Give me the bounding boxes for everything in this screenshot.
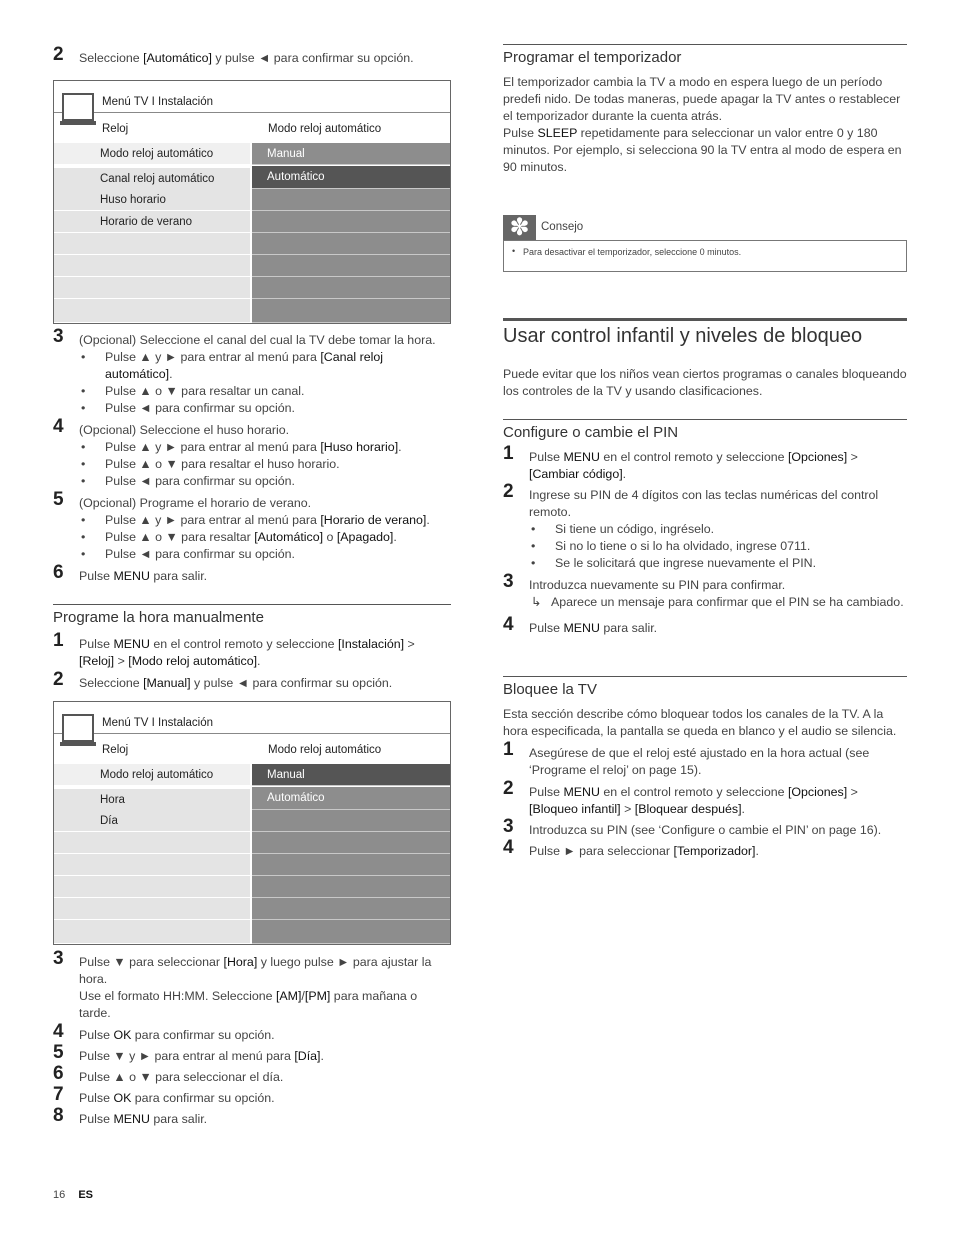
- option-key: [Cambiar código]: [529, 467, 623, 481]
- key-name: MENU: [113, 637, 150, 651]
- step-text: >: [620, 802, 635, 816]
- step-text: Pulse ► para seleccionar: [529, 844, 674, 858]
- language-code: ES: [78, 1189, 93, 1201]
- menu-item: Huso horario: [54, 189, 250, 211]
- step-text: (Opcional) Seleccione el huso horario.: [79, 423, 290, 437]
- step-text: Pulse: [79, 1112, 114, 1126]
- step-4: [503, 614, 907, 637]
- menu-column-1: Reloj: [102, 123, 129, 135]
- step-text: (Opcional) Programe el horario de verano.: [79, 496, 312, 510]
- step-text: .: [320, 1049, 324, 1063]
- step-number: 3: [53, 948, 64, 969]
- menu-title: Menú TV I Instalación: [102, 717, 214, 729]
- option-key: [AM]: [275, 989, 302, 1003]
- menu-header: [54, 81, 450, 113]
- menu-option: Automático: [252, 787, 450, 810]
- step-text: .: [741, 802, 745, 816]
- step-text: .: [622, 467, 627, 481]
- step-text: para confirmar su opción.: [131, 1028, 275, 1042]
- option-key: [Reloj]: [79, 654, 115, 668]
- menu-option-empty: [252, 233, 450, 255]
- step-text: /: [301, 989, 305, 1003]
- menu-option-empty: [252, 920, 450, 944]
- key-name: OK: [113, 1028, 132, 1042]
- step-number: 8: [53, 1105, 64, 1126]
- step-text: (Opcional) Seleccione el canal del cual la TV debe tomar la hora.: [79, 333, 436, 347]
- section-parental-lock: [503, 318, 907, 400]
- menu-item-empty: [54, 277, 250, 299]
- step-number: 7: [53, 1084, 64, 1105]
- menu-item-empty: [54, 299, 250, 323]
- step-2: [503, 778, 907, 818]
- step-4: [503, 837, 907, 860]
- step-text: >: [847, 785, 858, 799]
- step-number: 1: [53, 630, 64, 651]
- section-heading: Configure o cambie el PIN: [503, 419, 907, 441]
- step-number: 6: [53, 1063, 64, 1084]
- menu-item-empty: [54, 832, 250, 854]
- step-7: [53, 1084, 451, 1107]
- step-text: para salir.: [149, 569, 208, 583]
- step-4: [53, 416, 451, 439]
- paragraph: Puede evitar que los niños vean ciertos programas o canales bloqueando los controles de la TV y usando clasificaciones.: [503, 367, 907, 398]
- option-key: [Bloqueo infantil]: [529, 802, 621, 816]
- step-text: Pulse: [79, 1091, 114, 1105]
- step-number: 3: [503, 816, 514, 837]
- key-name: MENU: [563, 785, 600, 799]
- tip-label: Consejo: [541, 221, 584, 233]
- step-text: Ingrese su PIN de 4 dígitos con las teclas numéricas del control remoto.: [529, 488, 879, 519]
- paragraph: Esta sección describe cómo bloquear todos los canales de la TV. A la hora especificada, la pantalla se queda en blanco y el audio se silencia.: [503, 707, 897, 738]
- step-text: >: [404, 637, 415, 651]
- menu-option-empty: [252, 832, 450, 854]
- menu-column-2: Modo reloj automático: [268, 744, 382, 756]
- step-text: Pulse: [529, 450, 564, 464]
- step-number: 2: [503, 778, 514, 799]
- step-number: 3: [53, 326, 64, 347]
- menu-option-empty: [252, 299, 450, 323]
- step-number: 5: [53, 1042, 64, 1063]
- asterisk-icon: ✽: [503, 215, 536, 240]
- menu-item-empty: [54, 898, 250, 920]
- tv-menu-screenshot-2: [53, 701, 451, 945]
- menu-option-empty: [252, 810, 450, 832]
- bullet: • Pulse ◄ para confirmar su opción.: [53, 546, 451, 563]
- bullet: [53, 439, 451, 456]
- bullet: • Si no lo tiene o si lo ha olvidado, ingrese 0711.: [503, 538, 907, 555]
- paragraph-text: Pulse: [503, 126, 538, 140]
- menu-item-empty: [54, 876, 250, 898]
- menu-option-empty: [252, 277, 450, 299]
- step-number: 2: [503, 481, 514, 502]
- footer: [53, 1189, 93, 1201]
- key-name: SLEEP: [537, 126, 578, 140]
- paragraph: [503, 125, 907, 176]
- section-heading: Bloquee la TV: [503, 676, 907, 698]
- section-heading: Programar el temporizador: [503, 44, 907, 66]
- key-name: OK: [113, 1091, 132, 1105]
- menu-option-selected: Automático: [252, 166, 450, 189]
- section-timer: [503, 44, 907, 176]
- menu-column-2: Modo reloj automático: [268, 123, 382, 135]
- menu-column-1: Reloj: [102, 744, 129, 756]
- step-number: 6: [53, 562, 64, 583]
- option-key: [Opciones]: [787, 785, 848, 799]
- key-name: MENU: [563, 621, 600, 635]
- step-5: [53, 1042, 451, 1065]
- key-name: MENU: [563, 450, 600, 464]
- tv-icon: [62, 93, 94, 121]
- step-3: [503, 816, 907, 839]
- step-4: [53, 1021, 451, 1044]
- bullet: • Pulse ◄ para confirmar su opción.: [53, 473, 451, 490]
- option-key: [Modo reloj automático]: [128, 654, 258, 668]
- tip-text: Para desactivar el temporizador, seleccione 0 minutos.: [523, 247, 742, 257]
- bullet: • Si tiene un código, ingréselo.: [503, 521, 907, 538]
- step-text: en el control remoto y seleccione: [599, 785, 788, 799]
- paragraph-text: repetidamente para seleccionar un valor entre 0 y 180 minutos. Por ejemplo, si selecciona 90 la TV entra al modo de espera en 90 minutos.: [503, 126, 902, 174]
- step-2: [503, 481, 907, 521]
- step-text: Seleccione: [79, 676, 144, 690]
- bullet-text: o: [323, 530, 337, 544]
- option-key: [Hora]: [223, 955, 258, 969]
- bullet: [53, 529, 451, 546]
- option-key: [Día]: [294, 1049, 321, 1063]
- step-1: [503, 443, 907, 483]
- step-text: Seleccione: [79, 51, 144, 65]
- step-text: en el control remoto y seleccione: [599, 450, 788, 464]
- bullet: • Pulse ◄ para confirmar su opción.: [53, 400, 451, 417]
- step-text: Asegúrese de que el reloj esté ajustado en la hora actual (see ‘Programe el reloj’ on page 15).: [529, 746, 870, 777]
- step-number: 2: [53, 44, 64, 65]
- tip-bullet: •: [512, 246, 516, 256]
- step-number: 4: [503, 614, 514, 635]
- step-text: Pulse: [529, 621, 564, 635]
- bullet-text: Pulse ▲ y ► para entrar al menú para: [105, 350, 321, 364]
- menu-item: Hora: [54, 789, 250, 811]
- option-key: [Canal reloj automático]: [105, 350, 383, 381]
- bullet-text: Pulse ▲ y ► para entrar al menú para: [105, 513, 321, 527]
- tip-box: [503, 215, 907, 273]
- section-title: Usar control infantil y niveles de bloqueo: [503, 318, 907, 348]
- page-number: 16: [53, 1189, 66, 1201]
- bullet: • Pulse ▲ o ▼ para resaltar un canal.: [53, 383, 451, 400]
- option-key: [Automático]: [254, 530, 324, 544]
- step-text: y pulse ◄ para confirmar su opción.: [211, 51, 414, 65]
- step-text: Pulse ▼ y ► para entrar al menú para: [79, 1049, 295, 1063]
- menu-title: Menú TV I Instalación: [102, 96, 214, 108]
- menu-item: Horario de verano: [54, 211, 250, 233]
- menu-option-empty: [252, 189, 450, 211]
- menu-option-empty: [252, 876, 450, 898]
- bullet: • Pulse ▲ o ▼ para resaltar el huso horario.: [53, 456, 451, 473]
- option-key: [Opciones]: [787, 450, 848, 464]
- step-text: y pulse ◄ para confirmar su opción.: [190, 676, 393, 690]
- option-key: [Bloquear después]: [634, 802, 742, 816]
- menu-item: Día: [54, 810, 250, 832]
- step-text: para mañana o tarde.: [79, 989, 418, 1020]
- menu-item-empty: [54, 854, 250, 876]
- option-key: [Apagado]: [336, 530, 394, 544]
- menu-item: Modo reloj automático: [54, 764, 250, 786]
- section-lock-tv: [503, 676, 907, 860]
- bullet: [53, 349, 451, 383]
- step-1: [503, 739, 907, 779]
- tv-menu-screenshot-1: [53, 80, 451, 324]
- menu-item: Canal reloj automático: [54, 168, 250, 190]
- menu-header: [54, 702, 450, 734]
- bullet: • Se le solicitará que ingrese nuevamente el PIN.: [503, 555, 907, 572]
- step-number: 4: [53, 1021, 64, 1042]
- menu-item-empty: [54, 255, 250, 277]
- step-3: [53, 326, 451, 349]
- option-key: [Temporizador]: [673, 844, 756, 858]
- bullet: [53, 512, 451, 529]
- step-text: .: [755, 844, 759, 858]
- step-text: Pulse: [79, 1028, 114, 1042]
- step-number: 4: [503, 837, 514, 858]
- step-text: Pulse ▲ o ▼ para seleccionar el día.: [79, 1070, 284, 1084]
- step-text: para confirmar su opción.: [131, 1091, 275, 1105]
- menu-item-empty: [54, 920, 250, 944]
- step-number: 1: [503, 739, 514, 760]
- left-steps-3-6: [53, 326, 451, 585]
- step-text: .: [257, 654, 261, 668]
- step-6: [53, 1063, 451, 1086]
- menu-item-empty: [54, 233, 250, 255]
- bullet-text: .: [426, 513, 430, 527]
- menu-option-empty: [252, 854, 450, 876]
- step-text: Pulse: [529, 785, 564, 799]
- left-column: [53, 44, 451, 67]
- tip-content: [503, 240, 907, 272]
- step-text: para salir.: [149, 1112, 208, 1126]
- menu-option-empty: [252, 898, 450, 920]
- step-2: [53, 44, 451, 67]
- step-2: [53, 669, 451, 692]
- option-key: [PM]: [304, 989, 331, 1003]
- bullet-text: .: [169, 367, 173, 381]
- section-heading: Programe la hora manualmente: [53, 604, 451, 626]
- step-number: 5: [53, 489, 64, 510]
- tv-icon: [62, 714, 94, 742]
- step-number: 4: [53, 416, 64, 437]
- paragraph: El temporizador cambia la TV a modo en espera luego de un período predefi nido. De todas maneras, puede apagar la TV antes o restablecer el temporizador durante la cuenta atrás.: [503, 75, 901, 123]
- step-5: [53, 489, 451, 512]
- step-number: 1: [503, 443, 514, 464]
- menu-item: Modo reloj automático: [54, 143, 250, 165]
- section-pin: [503, 419, 907, 637]
- option-key: [Horario de verano]: [320, 513, 427, 527]
- menu-option-selected: Manual: [252, 764, 450, 786]
- step-text: Use el formato HH:MM. Seleccione: [79, 989, 276, 1003]
- step-number: 2: [53, 669, 64, 690]
- section-manual-time: [53, 604, 451, 692]
- step-text: >: [114, 654, 129, 668]
- step-3: [53, 948, 451, 1022]
- step-8: [53, 1105, 451, 1128]
- option-key: [Instalación]: [337, 637, 405, 651]
- option-key: [Automático]: [143, 51, 212, 65]
- option-key: [Huso horario]: [320, 440, 399, 454]
- bullet-text: .: [398, 440, 402, 454]
- step-text: y luego pulse ► para ajustar la hora.: [79, 955, 432, 986]
- menu-option-empty: [252, 211, 450, 233]
- step-text: en el control remoto y seleccione: [149, 637, 338, 651]
- bullet-text: .: [393, 530, 397, 544]
- step-text: >: [847, 450, 858, 464]
- bullet-text: Pulse ▲ y ► para entrar al menú para: [105, 440, 321, 454]
- menu-option-empty: [252, 255, 450, 277]
- step-text: Pulse: [79, 637, 114, 651]
- key-name: MENU: [113, 569, 150, 583]
- option-key: [Manual]: [143, 676, 191, 690]
- step-text: Introduzca su PIN (see ‘Configure o cambie el PIN’ on page 16).: [529, 823, 882, 837]
- step-text: Pulse ▼ para seleccionar: [79, 955, 224, 969]
- step-text: para salir.: [599, 621, 658, 635]
- left-steps-3-8: [53, 948, 451, 1128]
- result-note: ↳ Aparece un mensaje para confirmar que el PIN se ha cambiado.: [503, 594, 907, 611]
- step-1: [53, 630, 451, 670]
- step-6: [53, 562, 451, 585]
- step-text: Pulse: [79, 569, 114, 583]
- key-name: MENU: [113, 1112, 150, 1126]
- step-number: 3: [503, 571, 514, 592]
- bullet-text: Pulse ▲ o ▼ para resaltar: [105, 530, 255, 544]
- step-text: Introduzca nuevamente su PIN para confirmar.: [529, 578, 786, 592]
- step-3: [503, 571, 907, 594]
- menu-option: Manual: [252, 143, 450, 165]
